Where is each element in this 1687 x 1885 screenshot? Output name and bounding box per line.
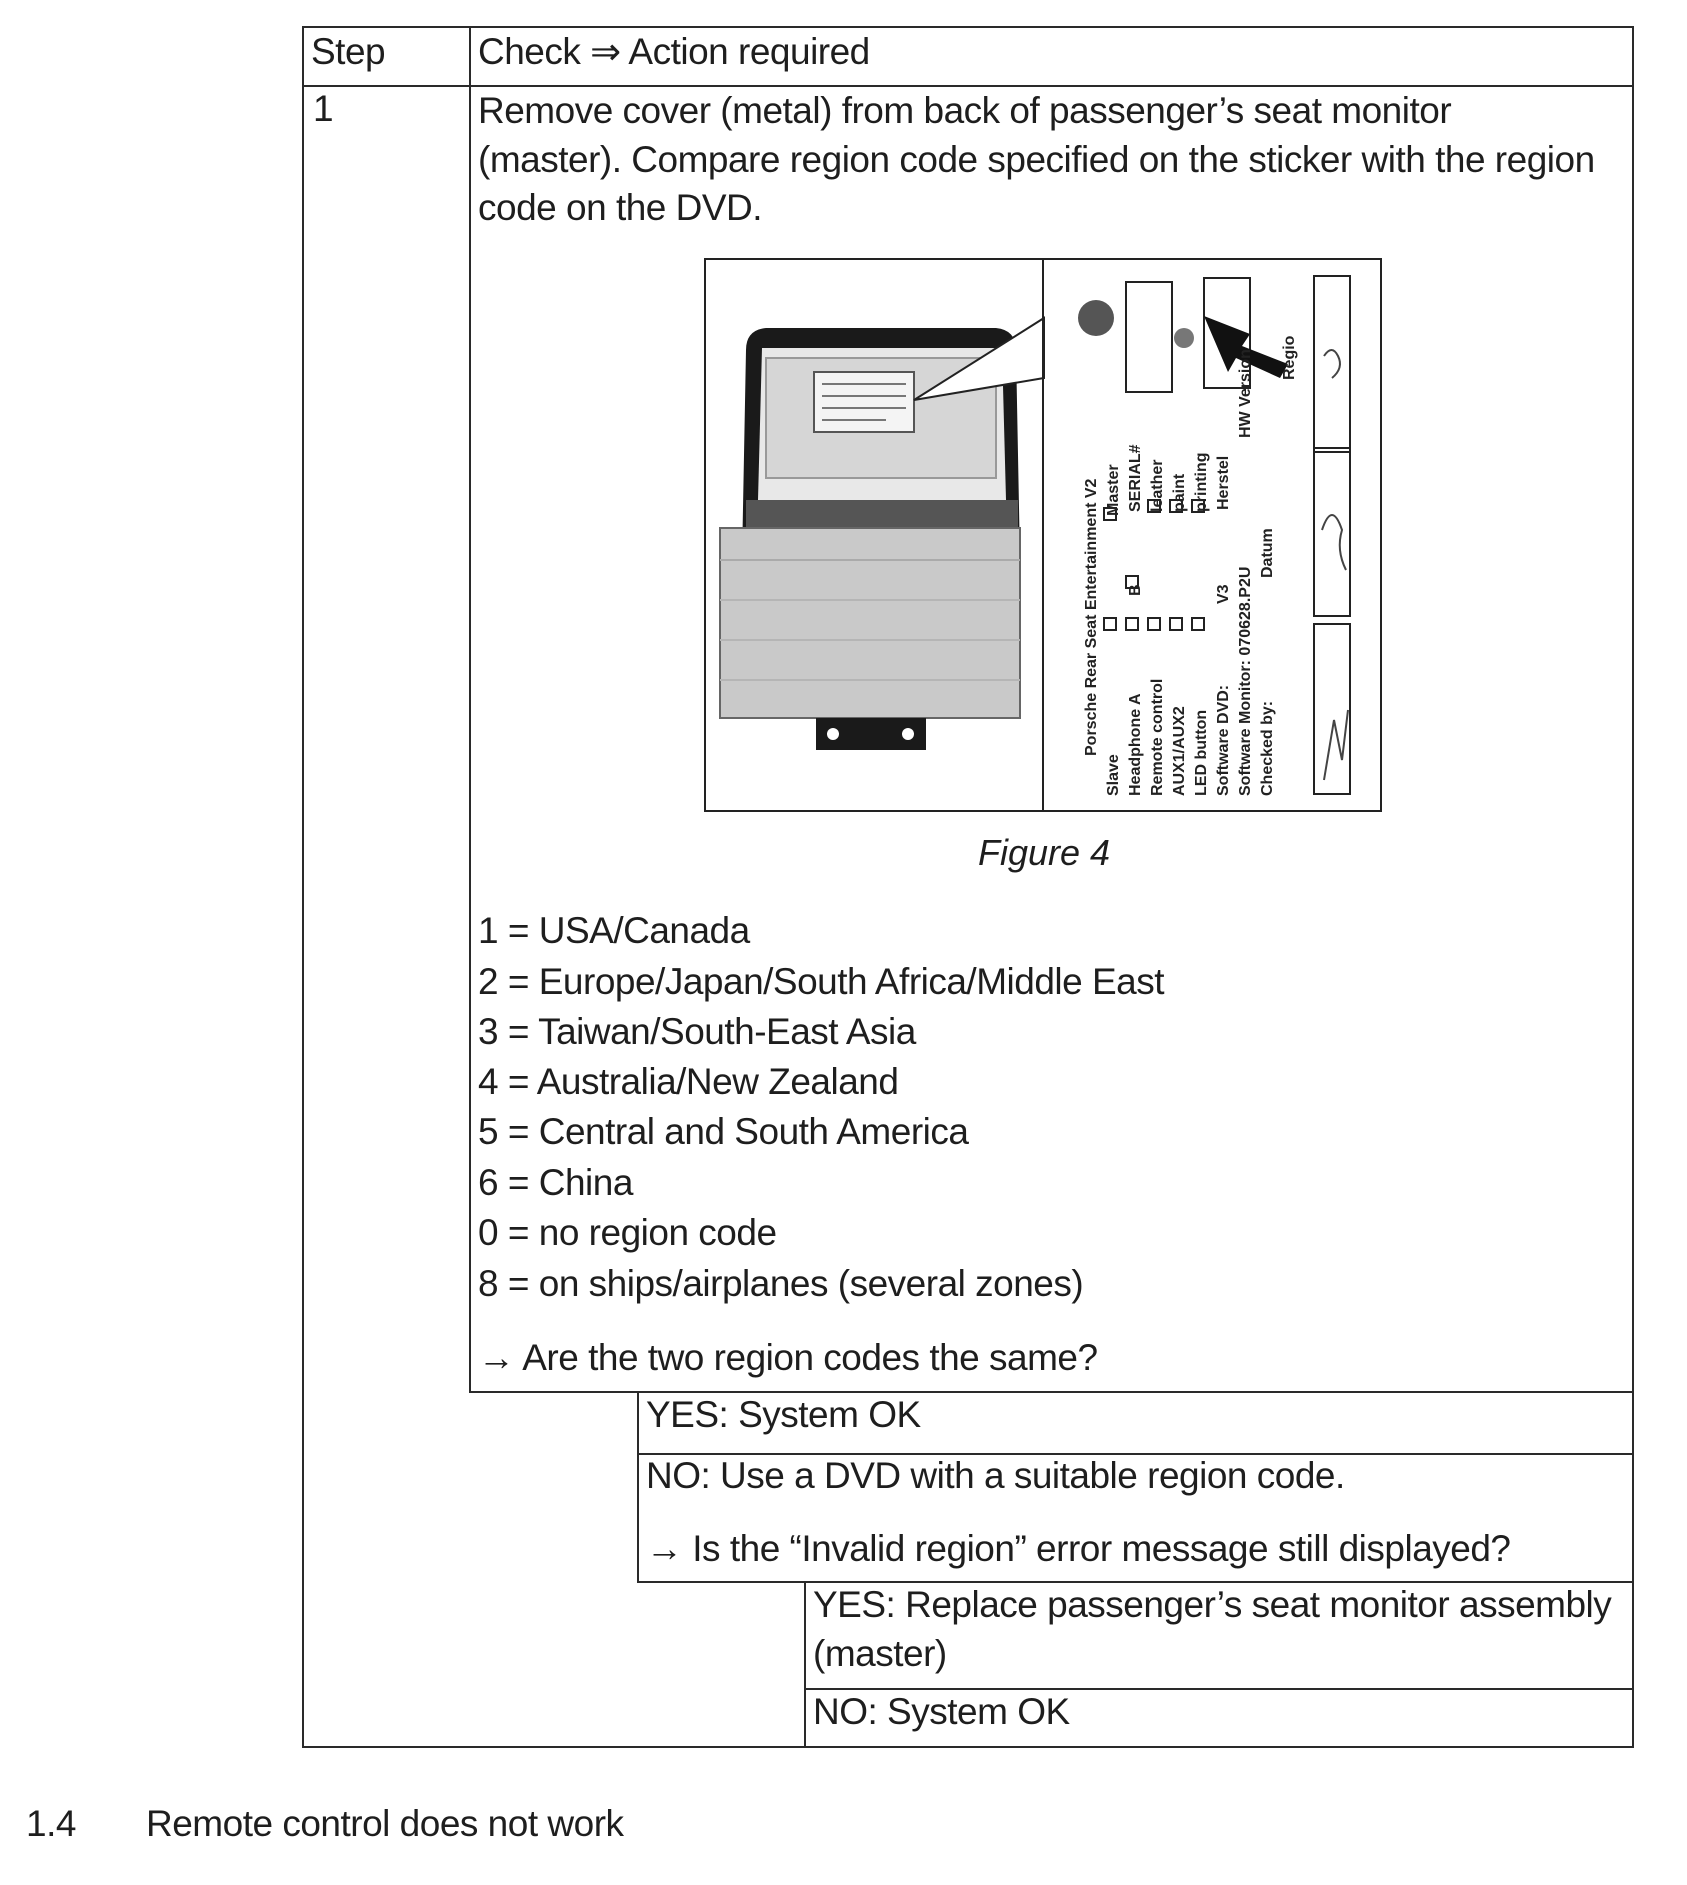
sticker-b: B: [1127, 584, 1144, 596]
region-code-0: 0 = no region code: [478, 1212, 777, 1253]
region-sticker-closeup: [1078, 276, 1350, 796]
sticker-v3: V3: [1215, 584, 1232, 604]
sticker-hw-version: HW Version: [1237, 349, 1254, 438]
sticker-master: Master: [1105, 464, 1122, 516]
answer-no-use-dvd: NO: Use a DVD with a suitable region code.: [646, 1455, 1345, 1496]
sticker-slave: Slave: [1105, 754, 1122, 796]
region-code-1: 1 = USA/Canada: [478, 910, 750, 951]
region-code-4: 4 = Australia/New Zealand: [478, 1061, 899, 1102]
section-title: Remote control does not work: [146, 1803, 624, 1844]
instruction-line-3: code on the DVD.: [478, 187, 763, 228]
sticker-checked-by: Checked by:: [1259, 700, 1276, 796]
table-border-left: [302, 26, 304, 1748]
level3-left-border: [804, 1581, 806, 1747]
header-check-action: Check ⇒ Action required: [478, 31, 870, 72]
step-column-divider: [469, 26, 471, 1392]
step1-cell-bottom: [469, 1391, 1634, 1393]
sticker-headphone: Headphone A: [1127, 693, 1144, 796]
instruction-line-1: Remove cover (metal) from back of passenger’s seat monitor: [478, 90, 1452, 131]
instruction-line-2: (master). Compare region code specified on the sticker with the region: [478, 139, 1595, 180]
sticker-title: Porsche Rear Seat Entertainment V2: [1083, 478, 1100, 756]
sticker-herstel: Herstel: [1215, 455, 1232, 510]
sticker-paint: paint: [1171, 473, 1188, 512]
region-code-6: 6 = China: [478, 1162, 633, 1203]
figure-4-image: [704, 258, 1382, 812]
sticker-serial: SERIAL#: [1127, 444, 1144, 512]
question-invalid-region: → Is the “Invalid region” error message still displayed?: [646, 1528, 1511, 1569]
sticker-printing: printing: [1193, 452, 1210, 512]
question-same-region: → Are the two region codes the same?: [478, 1337, 1098, 1378]
answer-yes-replace-line-1: YES: Replace passenger’s seat monitor assembly: [813, 1584, 1612, 1625]
figure-caption: Figure 4: [978, 832, 1111, 873]
answer-yes-system-ok: YES: System OK: [646, 1394, 921, 1435]
sticker-leather: leather: [1149, 459, 1166, 512]
region-code-8: 8 = on ships/airplanes (several zones): [478, 1263, 1084, 1304]
table-border-bottom: [302, 1746, 1634, 1748]
answer-no-system-ok: NO: System OK: [813, 1691, 1070, 1732]
header-step: Step: [311, 31, 386, 72]
region-code-2: 2 = Europe/Japan/South Africa/Middle East: [478, 961, 1165, 1002]
table-border-right: [1632, 26, 1634, 1748]
section-number: 1.4: [26, 1803, 76, 1844]
sticker-remote: Remote control: [1149, 678, 1166, 796]
sticker-datum: Datum: [1259, 528, 1276, 578]
sticker-software-dvd: Software DVD:: [1215, 684, 1232, 796]
seat-monitor-photo: [720, 318, 1044, 750]
answer-yes-replace-line-2: (master): [813, 1633, 947, 1674]
sticker-aux: AUX1/AUX2: [1171, 706, 1188, 796]
level2-left-border: [637, 1391, 639, 1582]
sticker-led: LED button: [1193, 709, 1210, 796]
region-code-3: 3 = Taiwan/South-East Asia: [478, 1011, 916, 1052]
sticker-software-monitor: Software Monitor: 070628.P2U: [1237, 566, 1254, 796]
step-number: 1: [313, 88, 334, 129]
sticker-regio: Regio: [1281, 335, 1298, 380]
region-code-5: 5 = Central and South America: [478, 1111, 969, 1152]
